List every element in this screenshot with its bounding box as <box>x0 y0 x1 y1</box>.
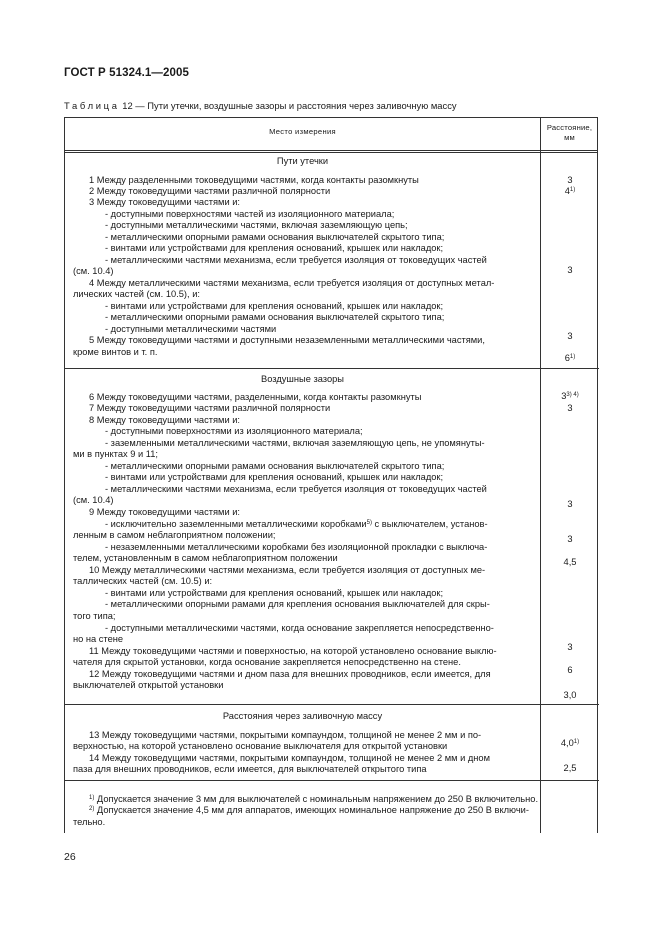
section-divider <box>65 368 599 369</box>
table-value: 3 <box>567 534 573 544</box>
table-caption-text: 12 — Пути утечки, воздушные зазоры и расстояния через заливочную массу <box>119 100 457 111</box>
table-row: ленным в самом неблагоприятном положении; <box>73 530 276 540</box>
table-row: - винтами или устройствами для крепления оснований, крышек или накладок; <box>105 243 444 253</box>
table-value: 3 <box>567 642 573 652</box>
footnote-text: Допускается значение 4,5 мм для аппаратов, имеющих номинальное напряжение до 250 В включи- <box>94 805 529 815</box>
table-row: (см. 10.4) <box>73 266 114 276</box>
table-value: 6 <box>567 665 573 675</box>
footnote-ref: 3) 4) <box>566 392 579 398</box>
footnote: тельно. <box>73 817 106 827</box>
table-row: 10 Между металлическими частями механизма, если требуется изоляция от доступных ме- <box>89 565 486 575</box>
table-row: 8 Между токоведущими частями и: <box>89 415 240 425</box>
table-value <box>541 353 599 364</box>
column-header-distance-label: Расстояние, <box>546 123 593 132</box>
document-header: ГОСТ Р 51324.1—2005 <box>64 67 189 79</box>
table-row: - металлическими опорными рамами основания выключателей скрытого типа; <box>105 312 445 322</box>
footnote-ref: 1) <box>569 354 576 360</box>
table-value: 4,5 <box>563 557 577 567</box>
table-row: - незаземленными металлическими коробками без изоляционной прокладки с выключа- <box>105 542 488 552</box>
table-row: 13 Между токоведущими частями, покрытыми компаундом, толщиной не менее 2 мм и по- <box>89 730 482 740</box>
table-row: паза для внешних проводников, если имеется, для выключателей открытого типа <box>73 764 427 774</box>
value-number: 3 <box>561 391 567 401</box>
table-row: - винтами или устройствами для крепления оснований, крышек или накладок; <box>105 588 444 598</box>
table-row: - винтами или устройствами для крепления оснований, крышек или накладок; <box>105 301 444 311</box>
table-row: (см. 10.4) <box>73 495 114 505</box>
table-caption <box>64 100 457 111</box>
value-number: 4,0 <box>560 738 574 748</box>
table-row: 3 Между токоведущими частями и: <box>89 197 240 207</box>
table-row: 6 Между токоведущими частями, разделенными, когда контакты разомкнуты <box>89 392 422 402</box>
table-row: - металлическими частями механизма, если требуется изоляция от токоведущих частей <box>105 484 487 494</box>
table-row: выключателей открытой установки <box>73 680 224 690</box>
footnote-ref: 1) <box>573 739 580 745</box>
table-row: - доступными металлическими частями, когда основание закрепляется непосредственно- <box>105 623 494 633</box>
table-row: чателя для скрытой установки, когда основание закрепляется непосредственно на стене. <box>73 657 461 667</box>
footnote <box>89 805 529 816</box>
table-row: 2 Между токоведущими частями различной полярности <box>89 186 331 196</box>
table-row: 12 Между токоведущими частями и дном паза для внешних проводников, если имеется, для <box>89 669 491 679</box>
table-row <box>105 519 488 530</box>
section-title-compound: Расстояния через заливочную массу <box>222 711 383 721</box>
table-row: - доступными поверхностями частей из изоляционного материала; <box>105 209 395 219</box>
table-row: - доступными металлическими частями, включая заземляющую цепь; <box>105 220 408 230</box>
table-row: 14 Между токоведущими частями, покрытыми компаундом, толщиной не менее 2 мм и дном <box>89 753 490 763</box>
table-value: 3 <box>567 331 573 341</box>
table-row: но на стене <box>73 634 124 644</box>
table-row: - металлическими опорными рамами основания выключателей скрытого типа; <box>105 461 445 471</box>
table-row: кроме винтов и т. п. <box>73 347 158 357</box>
table-row: - заземленными металлическими частями, включая заземляющую цепь, не упомянуты- <box>105 438 485 448</box>
table-row: таллических частей (см. 10.5) и: <box>73 576 213 586</box>
table-row: - металлическими опорными рамами основания выключателей скрытого типа; <box>105 232 445 242</box>
table-value: 3 <box>567 403 573 413</box>
table-value <box>541 738 599 749</box>
table-row: того типа; <box>73 611 116 621</box>
footnote-ref: 1) <box>569 187 576 193</box>
table-row: - металлическими опорными рамами для крепления основания выключателей для скры- <box>105 599 490 609</box>
table-row: - металлическими частями механизма, если требуется изоляция от токоведущих частей <box>105 255 487 265</box>
table-row: - винтами или устройствами для крепления оснований, крышек или накладок; <box>105 472 444 482</box>
table-value <box>541 186 599 197</box>
table-row: 5 Между токоведущими частями и доступными незаземленными металлическими частями, <box>89 335 485 345</box>
footnote-mark: 2) <box>89 806 95 812</box>
section-title-air-gaps: Воздушные зазоры <box>261 374 344 384</box>
table-row: 7 Между токоведущими частями различной полярности <box>89 403 331 413</box>
footnote-divider <box>65 780 599 781</box>
column-divider <box>540 118 541 833</box>
table-caption-lead: Таблица <box>64 100 120 111</box>
section-divider <box>65 704 599 705</box>
column-header-distance-unit: мм <box>564 133 575 142</box>
row-text: с выключателем, установ- <box>371 519 488 529</box>
table-row: 4 Между металлическими частями механизма, если требуется изоляция от доступных метал- <box>89 278 495 288</box>
table-value: 2,5 <box>563 763 577 773</box>
table-header-double-rule <box>65 152 597 153</box>
row-text: - исключительно заземленными металлическими коробками <box>105 519 367 529</box>
table-value: 3 <box>567 265 573 275</box>
table-value: 3 <box>567 175 573 185</box>
table-row: - доступными металлическими частями <box>105 324 277 334</box>
value-number: 6 <box>564 353 570 363</box>
table-row: лических частей (см. 10.5), и: <box>73 289 200 299</box>
table-value <box>541 391 599 402</box>
table-row: - доступными поверхностями из изоляционного материала; <box>105 426 363 436</box>
column-header-distance <box>541 123 598 143</box>
footnote <box>89 794 538 805</box>
table-row: ми в пунктах 9 и 11; <box>73 449 158 459</box>
table-row: 1 Между разделенными токоведущими частями, когда контакты разомкнуты <box>89 175 419 185</box>
section-title-creepage: Пути утечки <box>276 156 329 166</box>
table-row: 9 Между токоведущими частями и: <box>89 507 240 517</box>
footnote-ref: 5) <box>366 520 372 526</box>
table-row: верхностью, на которой установлено основание выключателя для открытой установки <box>73 741 448 751</box>
table-row: телем, установленным в самом неблагоприятном положении <box>73 553 338 563</box>
table-value: 3 <box>567 499 573 509</box>
footnote-mark: 1) <box>89 795 95 801</box>
page-number: 26 <box>64 851 76 863</box>
clearance-table <box>64 117 598 833</box>
table-row: 11 Между токоведущими частями и поверхностью, на которой установлено основание выклю- <box>89 646 497 656</box>
column-header-place: Место измерения <box>269 127 336 136</box>
footnote-text: Допускается значение 3 мм для выключателей с номинальным напряжением до 250 В включительно. <box>94 794 539 804</box>
table-value: 3,0 <box>563 690 577 700</box>
value-number: 4 <box>564 186 570 196</box>
